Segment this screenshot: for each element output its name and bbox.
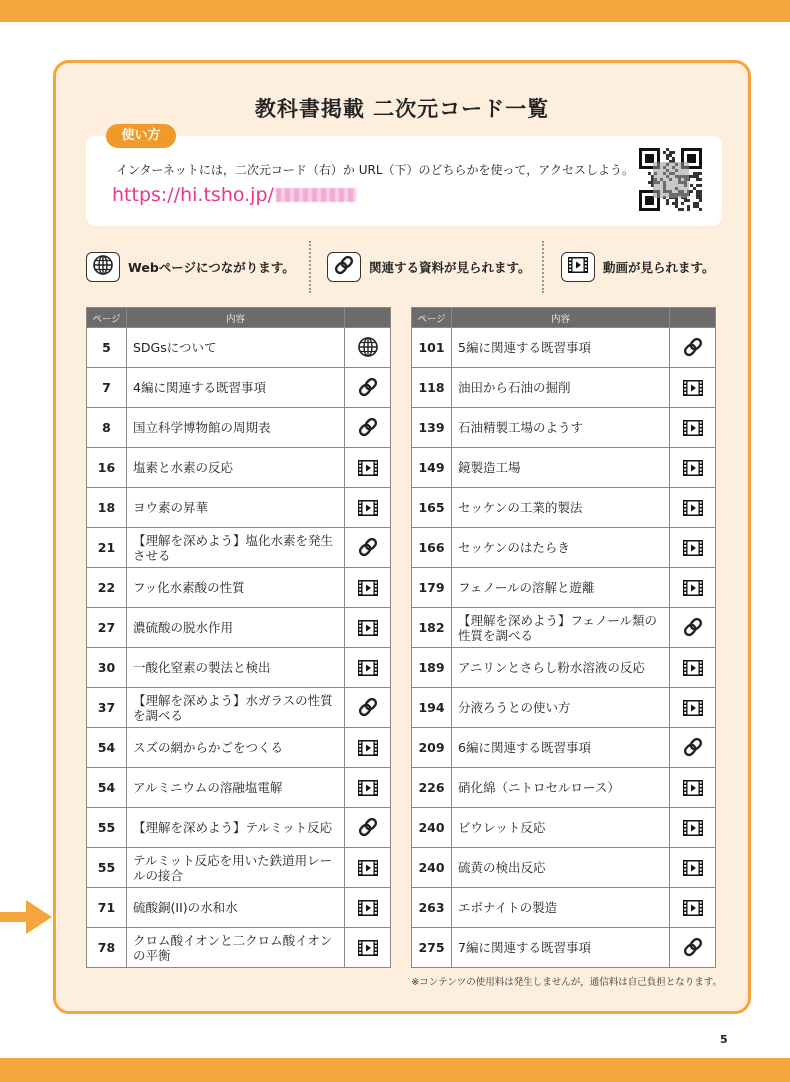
video-icon[interactable] [680,496,706,520]
row-icon-cell [345,448,391,488]
row-page-number: 30 [87,648,127,688]
row-page-number: 54 [87,728,127,768]
usage-badge: 使い方 [106,124,176,148]
video-icon[interactable] [680,536,706,560]
table-row[interactable] [87,808,391,848]
column-header-icon [345,308,391,328]
row-icon-cell [670,688,716,728]
table-row[interactable] [412,728,716,768]
row-page-number: 21 [87,528,127,568]
row-content-title: 7編に関連する既習事項 [452,928,670,968]
row-content-title: 6編に関連する既習事項 [452,728,670,768]
row-icon-cell [345,568,391,608]
video-icon[interactable] [355,656,381,680]
row-content-title: ヨウ素の昇華 [127,488,345,528]
column-header-content: 内容 [452,308,670,328]
legend-video [561,241,715,293]
table-row[interactable] [412,888,716,928]
link-icon[interactable] [355,695,381,719]
table-row[interactable] [412,848,716,888]
qr-code-image[interactable] [639,148,703,214]
link-icon[interactable] [680,935,706,959]
row-icon-cell [670,768,716,808]
row-content-title: アニリンとさらし粉水溶液の反応 [452,648,670,688]
table-row[interactable] [87,888,391,928]
table-row[interactable] [87,368,391,408]
legend-web [86,241,295,293]
video-icon [568,257,588,277]
qr-code-list-panel [53,60,751,1014]
row-icon-cell [670,808,716,848]
row-icon-cell [670,888,716,928]
video-icon[interactable] [355,496,381,520]
row-page-number: 149 [412,448,452,488]
row-page-number: 27 [87,608,127,648]
row-page-number: 189 [412,648,452,688]
row-content-title: 【理解を深めよう】フェノール類の性質を調べる [452,608,670,648]
legend-link-icon-box [327,252,361,282]
table-row[interactable] [87,928,391,968]
link-icon[interactable] [680,615,706,639]
table-row[interactable] [87,568,391,608]
legend-video-icon-box [561,252,595,282]
row-page-number: 166 [412,528,452,568]
video-icon[interactable] [355,936,381,960]
row-icon-cell [670,608,716,648]
access-url[interactable] [112,184,356,206]
row-content-title: アルミニウムの溶融塩電解 [127,768,345,808]
row-page-number: 37 [87,688,127,728]
link-icon[interactable] [355,375,381,399]
row-content-title: 【理解を深めよう】水ガラスの性質を調べる [127,688,345,728]
column-header-content: 内容 [127,308,345,328]
table-row[interactable] [87,648,391,688]
table-row[interactable] [87,528,391,568]
row-icon-cell [670,568,716,608]
row-icon-cell [345,888,391,928]
row-content-title: 国立科学博物館の周期表 [127,408,345,448]
usage-instructions: インターネットには，二次元コード（右）か URL（下）のどちらかを使って，アクセスしよう。 [116,163,634,177]
row-icon-cell [670,328,716,368]
row-content-title: 濃硫酸の脱水作用 [127,608,345,648]
video-icon[interactable] [680,696,706,720]
row-page-number: 5 [87,328,127,368]
row-content-title: 油田から石油の掘削 [452,368,670,408]
row-icon-cell [345,928,391,968]
column-header-page: ページ [412,308,452,328]
video-icon[interactable] [355,576,381,600]
row-page-number: 182 [412,608,452,648]
legend-web-label: Webページにつながります。 [128,260,295,275]
row-content-title: 4編に関連する既習事項 [127,368,345,408]
row-icon-cell [670,648,716,688]
table-row[interactable] [412,808,716,848]
row-page-number: 78 [87,928,127,968]
row-icon-cell [345,408,391,448]
row-page-number: 179 [412,568,452,608]
row-content-title: 硫酸銅(II)の水和水 [127,888,345,928]
row-content-title: 【理解を深めよう】塩化水素を発生させる [127,528,345,568]
row-icon-cell [345,528,391,568]
table-row[interactable] [412,568,716,608]
row-content-title: 鏡製造工場 [452,448,670,488]
row-content-title: 硫黄の検出反応 [452,848,670,888]
row-page-number: 7 [87,368,127,408]
content-table-right [411,307,716,968]
table-row[interactable] [87,328,391,368]
legend-divider [542,241,544,293]
globe-icon [92,254,114,280]
row-icon-cell [345,808,391,848]
row-page-number: 55 [87,848,127,888]
page-number: 5 [720,1033,728,1046]
video-icon[interactable] [680,376,706,400]
row-page-number: 54 [87,768,127,808]
table-row[interactable] [412,488,716,528]
table-row[interactable] [87,768,391,808]
row-page-number: 18 [87,488,127,528]
row-page-number: 194 [412,688,452,728]
legend-web-icon-box [86,252,120,282]
row-content-title: テルミット反応を用いた鉄道用レールの接合 [127,848,345,888]
table-row[interactable] [412,448,716,488]
row-content-title: ビウレット反応 [452,808,670,848]
row-content-title: 一酸化窒素の製法と検出 [127,648,345,688]
table-row[interactable] [412,648,716,688]
table-row[interactable] [87,488,391,528]
top-border-bar [0,0,790,22]
video-icon[interactable] [355,776,381,800]
row-page-number: 240 [412,848,452,888]
legend-link [327,241,531,293]
row-icon-cell [345,328,391,368]
side-arrow-icon [0,900,56,934]
row-page-number: 8 [87,408,127,448]
usage-box [86,136,722,226]
video-icon[interactable] [355,616,381,640]
content-table-left [86,307,391,968]
column-header-page: ページ [87,308,127,328]
link-icon[interactable] [355,535,381,559]
row-icon-cell [345,648,391,688]
row-icon-cell [670,728,716,768]
row-page-number: 118 [412,368,452,408]
row-content-title: SDGsについて [127,328,345,368]
video-icon[interactable] [680,456,706,480]
table-row[interactable] [412,688,716,728]
link-icon[interactable] [680,735,706,759]
row-content-title: セッケンの工業的製法 [452,488,670,528]
column-header-icon [670,308,716,328]
row-page-number: 22 [87,568,127,608]
legend-divider [309,241,311,293]
row-content-title: 石油精製工場のようす [452,408,670,448]
video-icon[interactable] [680,896,706,920]
row-content-title: フッ化水素酸の性質 [127,568,345,608]
link-icon[interactable] [355,415,381,439]
table-row[interactable] [87,728,391,768]
row-page-number: 139 [412,408,452,448]
row-icon-cell [345,728,391,768]
page-title: 教科書掲載 二次元コード一覧 [254,97,550,121]
access-url-text: https://hi.tsho.jp/ [112,184,274,206]
video-icon[interactable] [355,736,381,760]
row-page-number: 165 [412,488,452,528]
table-row[interactable] [412,328,716,368]
row-content-title: 【理解を深めよう】テルミット反応 [127,808,345,848]
table-row[interactable] [412,408,716,448]
row-content-title: スズの網からかごをつくる [127,728,345,768]
video-icon[interactable] [680,816,706,840]
video-icon[interactable] [680,776,706,800]
table-row[interactable] [87,448,391,488]
row-icon-cell [345,688,391,728]
legend-video-label: 動画が見られます。 [603,260,715,275]
row-content-title: 5編に関連する既習事項 [452,328,670,368]
video-icon[interactable] [680,656,706,680]
row-icon-cell [670,408,716,448]
link-icon[interactable] [680,335,706,359]
video-icon[interactable] [680,856,706,880]
globe-icon[interactable] [355,335,381,359]
row-page-number: 263 [412,888,452,928]
video-icon[interactable] [680,416,706,440]
row-icon-cell [345,848,391,888]
row-page-number: 226 [412,768,452,808]
row-page-number: 55 [87,808,127,848]
table-row[interactable] [87,408,391,448]
row-icon-cell [345,368,391,408]
legend-link-label: 関連する資料が見られます。 [369,260,531,275]
row-content-title: エボナイトの製造 [452,888,670,928]
row-icon-cell [670,368,716,408]
row-icon-cell [670,928,716,968]
url-redacted-code [276,188,356,202]
row-page-number: 16 [87,448,127,488]
table-row[interactable] [87,848,391,888]
row-icon-cell [670,528,716,568]
video-icon[interactable] [355,856,381,880]
table-row[interactable] [412,928,716,968]
row-icon-cell [345,768,391,808]
row-icon-cell [345,488,391,528]
table-row[interactable] [412,528,716,568]
row-content-title: 硝化綿（ニトロセルロース） [452,768,670,808]
video-icon[interactable] [680,576,706,600]
row-content-title: フェノールの溶解と遊離 [452,568,670,608]
row-page-number: 209 [412,728,452,768]
row-icon-cell [670,848,716,888]
bottom-border-bar [0,1058,790,1082]
table-row[interactable] [412,608,716,648]
row-icon-cell [345,608,391,648]
video-icon[interactable] [355,896,381,920]
table-row[interactable] [412,768,716,808]
row-content-title: クロム酸イオンと二クロム酸イオンの平衡 [127,928,345,968]
row-icon-cell [670,488,716,528]
table-row[interactable] [87,688,391,728]
row-page-number: 275 [412,928,452,968]
video-icon[interactable] [355,456,381,480]
row-icon-cell [670,448,716,488]
row-content-title: 分液ろうとの使い方 [452,688,670,728]
table-row[interactable] [87,608,391,648]
row-page-number: 71 [87,888,127,928]
link-icon [333,254,355,280]
row-content-title: セッケンのはたらき [452,528,670,568]
row-content-title: 塩素と水素の反応 [127,448,345,488]
table-row[interactable] [412,368,716,408]
row-page-number: 101 [412,328,452,368]
link-icon[interactable] [355,815,381,839]
usage-footnote: ※コンテンツの使用料は発生しませんが，通信料は自己負担となります。 [411,977,722,988]
row-page-number: 240 [412,808,452,848]
